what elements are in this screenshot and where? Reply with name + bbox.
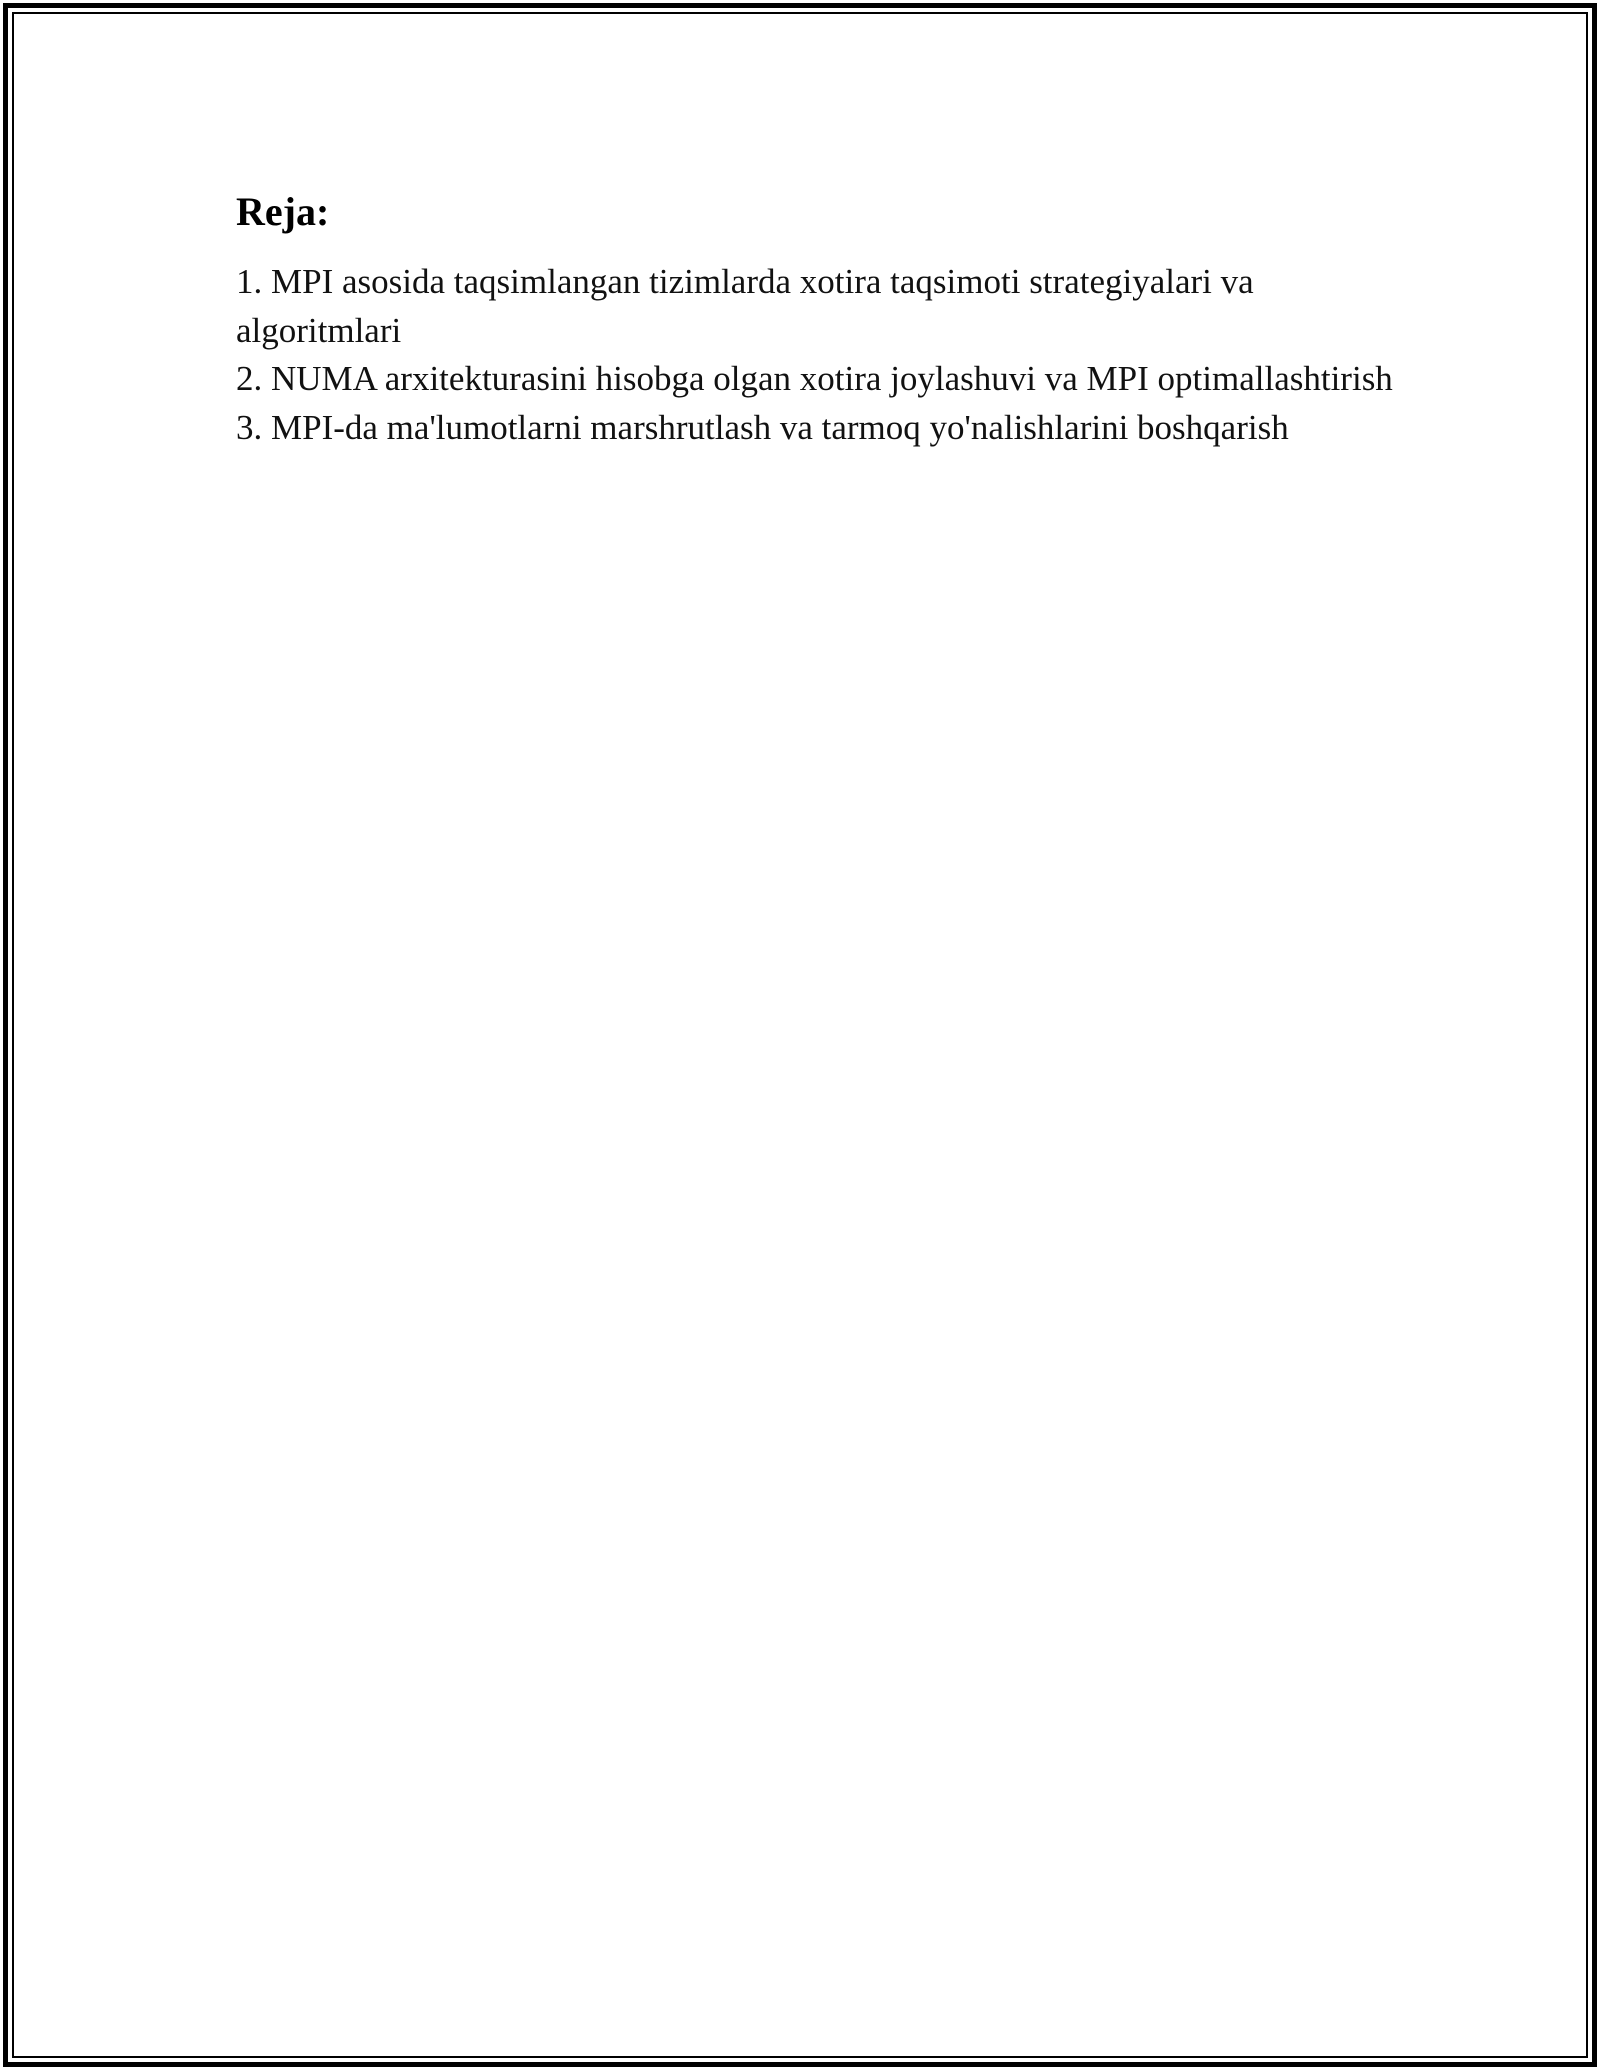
plan-heading: Reja: [236, 189, 330, 234]
plan-item-1: 1. MPI asosida taqsimlangan tizimlarda xotira taqsimoti strategiyalari va algoritmlari [236, 262, 1254, 350]
plan-list [236, 258, 1396, 452]
plan-item-2: 2. NUMA arxitekturasini hisobga olgan xotira joylashuvi va MPI optimallashtirish [236, 359, 1393, 398]
plan-item-3: 3. MPI-da ma'lumotlarni marshrutlash va tarmoq yo'nalishlarini boshqarish [236, 407, 1289, 447]
page-content [236, 186, 1396, 452]
